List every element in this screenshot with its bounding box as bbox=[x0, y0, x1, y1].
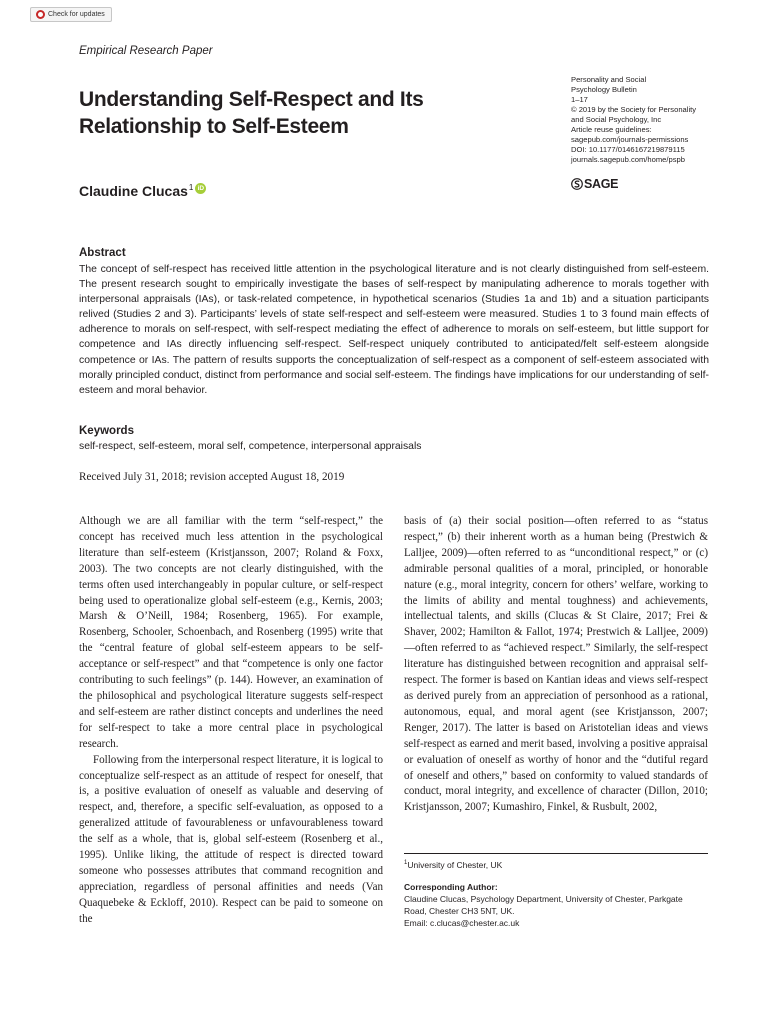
affiliation-mark: 1 bbox=[404, 860, 408, 867]
keywords-heading: Keywords bbox=[79, 425, 134, 437]
author-name: Claudine Clucas bbox=[79, 183, 188, 199]
journal-info-line: Psychology Bulletin bbox=[571, 85, 637, 94]
sage-mark-icon bbox=[571, 178, 583, 190]
body-column-left bbox=[79, 514, 383, 928]
journal-info-line: Article reuse guidelines: bbox=[571, 125, 652, 134]
abstract-text: The concept of self-respect has received little attention in the psychological literature and is not clearly distinguished from self-esteem. The present research sought to empirically investigate the bases of self-respect by manipulating adherence to morals together with interpersonal appraisals (IAs), or task-related competence, in hypothetical scenarios (Studies 1a and 1b) and a situation participants relived (Studies 2 and 3). Participants’ levels of state self-respect and self-esteem were measured. Studies 1 to 3 found main effects of adherence to morals on self-respect, with self-respect mediating the effect of adherence to morals on self-esteem, but little support for competence and IAs directly influencing self-respect. Self-respect uniquely contributed to anticipated/felt self-esteem alongside competence or IAs. The pattern of results supports the conceptualization of self-respect as a component of self-esteem associated with morally principled conduct, distinct from performance and social self-esteem. The findings have implications for our understanding of self-esteem and moral behavior. bbox=[79, 264, 709, 396]
corresponding-author-line: Road, Chester CH3 5NT, UK. bbox=[404, 906, 515, 916]
corresponding-author-details bbox=[404, 893, 714, 929]
check-for-updates-label: Check for updates bbox=[48, 11, 105, 18]
journal-info-line: 1–17 bbox=[571, 95, 588, 104]
keywords-text: self-respect, self-esteem, moral self, competence, interpersonal appraisals bbox=[79, 441, 422, 452]
affiliation-text: University of Chester, UK bbox=[407, 860, 503, 870]
received-dates: Received July 31, 2018; revision accepted August 18, 2019 bbox=[79, 471, 345, 483]
journal-home-link[interactable]: journals.sagepub.com/home/pspb bbox=[571, 155, 685, 164]
article-type: Empirical Research Paper bbox=[79, 45, 213, 57]
author-affiliation-mark: 1 bbox=[188, 183, 194, 192]
corresponding-author-heading: Corresponding Author: bbox=[404, 882, 498, 892]
footnote-divider bbox=[404, 853, 708, 854]
journal-info-line: © 2019 by the Society for Personality bbox=[571, 105, 697, 114]
crossmark-icon bbox=[36, 10, 45, 19]
sage-wordmark: SAGE bbox=[584, 177, 619, 191]
journal-permissions-link[interactable]: sagepub.com/journals-permissions bbox=[571, 135, 689, 144]
doi-link[interactable]: DOI: 10.1177/0146167219879115 bbox=[571, 145, 685, 154]
article-title: Understanding Self-Respect and Its Relationship to Self-Esteem bbox=[79, 88, 424, 138]
body-paragraph: Although we are all familiar with the term “self-respect,” the concept has received much less attention in the psychological literature than self-esteem (Kristjansson, 2007; Roland & Foxx, 2003). The two concepts are not clearly distinguished, with the terms often used interchangeably in popular culture, or self-respect being used to operationalize global self-esteem (e.g., Kernis, 2003; Marsh & O’Neill, 1984; Rosenberg, 1965). For example, Rosenberg, Schooler, Schoenbach, and Rosenberg (1995) write that the “central feature of global self-esteem appears to be self-acceptance or self-respect” and that “competence is only one factor contributing to such feelings” (p. 144). However, an examination of the philosophical and psychological literature suggests self-respect and self-esteem are rather distinct concepts and underlines the need for self-respect to take a more central place in psychological research. bbox=[79, 515, 383, 750]
abstract-heading: Abstract bbox=[79, 247, 126, 259]
body-paragraph: basis of (a) their social position—often referred to as “status respect,” (b) their inherent worth as a human being (Prestwich & Lalljee, 2009)—often referred to as “unconditional respect,” or (c) admirable personal qualities of a moral, principled, or honorable nature (e.g., moral integrity, concern for others’ welfare, working to the limits of ability and mental toughness) and achievements, intellectual talents, and skills (Clucas & St Claire, 2017; Frei & Shaver, 2002; Hamilton & Fallot, 1974; Prestwich & Lalljee, 2009)—often referred to as “achieved respect.” Similarly, the self-respect literature has distinguished between recognition and appraisal self-respect. The former is based on Kantian ideas and views self-respect as derived purely from an appreciation of personhood as a rational, autonomous, equal, and moral agent (see Kristjansson, 2007; Renger, 2017). The latter is based on Aristotelian ideas and views self-respect as earned and merit based, involving a positive appraisal or evaluation of oneself as worthy of honor and the “dutiful regard of oneself and others,” based on conformity to valued standards of conduct, moral integrity, and excellence of character (Dillon, 2010; Kristjansson, 2007; Kumashiro, Finkel, & Rusbult, 2002, bbox=[404, 515, 708, 814]
author-line bbox=[79, 183, 206, 199]
sage-logo bbox=[571, 177, 618, 191]
orcid-icon[interactable]: iD bbox=[195, 183, 206, 194]
journal-info bbox=[571, 75, 711, 165]
check-for-updates-button[interactable] bbox=[30, 7, 112, 22]
body-column-right bbox=[404, 514, 708, 816]
corresponding-author-email[interactable]: Email: c.clucas@chester.ac.uk bbox=[404, 918, 520, 928]
affiliation-footnote bbox=[404, 860, 502, 870]
corresponding-author-line: Claudine Clucas, Psychology Department, University of Chester, Parkgate bbox=[404, 894, 683, 904]
journal-info-line: and Social Psychology, Inc bbox=[571, 115, 662, 124]
body-paragraph: Following from the interpersonal respect literature, it is logical to conceptualize self-respect as an attitude of respect for oneself, that is, a positive evaluation of oneself as valuable and deserving of respect, and, therefore, a specific self-evaluation, as opposed to a generalized attitude of favourableness or unfavourableness toward the self as a whole, that is, global self-esteem (Rosenberg et al., 1995). Unlike liking, the attitude of respect is directed toward someone who possesses attributes that command recognition and appreciation, regardless of personal affinities and needs (Van Quaquebeke & Eckloff, 2010). Respect can be paid to someone on the bbox=[79, 753, 383, 925]
journal-info-line: Personality and Social bbox=[571, 75, 647, 84]
